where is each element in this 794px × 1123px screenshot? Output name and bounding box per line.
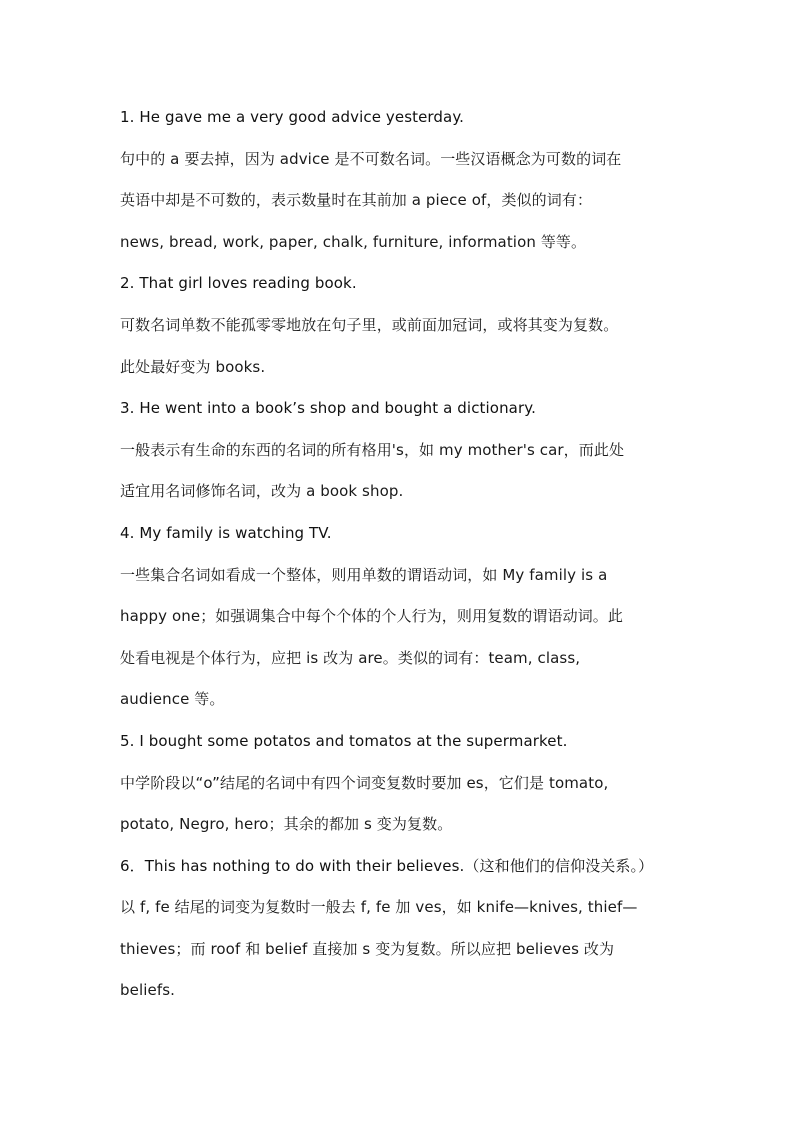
question-3: 3. He went into a book’s shop and bought a dictionary.: [120, 399, 536, 418]
question-6: 6．This has nothing to do with their believes.（这和他们的信仰没关系。）: [120, 856, 654, 875]
explanation-6-line-2: thieves；而 roof 和 belief 直接加 s 变为复数。所以应把 believes 改为: [120, 939, 615, 958]
explanation-3-line-1: 一般表示有生命的东西的名词的所有格用's，如 my mother's car，而此处: [120, 440, 625, 459]
document-body: [120, 97, 680, 1012]
explanation-5-line-2: potato, Negro, hero；其余的都加 s 变为复数。: [120, 815, 453, 834]
question-4: 4. My family is watching TV.: [120, 523, 332, 542]
explanation-1-line-2: 英语中却是不可数的，表示数量时在其前加 a piece of，类似的词有：: [120, 191, 593, 210]
explanation-2-line-2: 此处最好变为 books.: [120, 357, 266, 376]
question-5: 5. I bought some potatos and tomatos at the supermarket.: [120, 731, 568, 750]
explanation-1-line-3: news, bread, work, paper, chalk, furniture, information 等等。: [120, 232, 587, 251]
explanation-4-line-1: 一些集合名词如看成一个整体，则用单数的谓语动词，如 My family is a: [120, 565, 608, 584]
explanation-6-line-1: 以 f, fe 结尾的词变为复数时一般去 f, fe 加 ves，如 knife—knives, thief—: [120, 898, 638, 917]
explanation-5-line-1: 中学阶段以“o”结尾的名词中有四个词变复数时要加 es，它们是 tomato,: [120, 773, 609, 792]
explanation-3-line-2: 适宜用名词修饰名词，改为 a book shop.: [120, 482, 404, 501]
explanation-4-line-2: happy one；如强调集合中每个个体的个人行为，则用复数的谓语动词。此: [120, 607, 624, 626]
question-1: 1. He gave me a very good advice yesterday.: [120, 108, 465, 126]
explanation-4-line-4: audience 等。: [120, 690, 225, 709]
explanation-2-line-1: 可数名词单数不能孤零零地放在句子里，或前面加冠词，或将其变为复数。: [120, 315, 619, 334]
question-2: 2. That girl loves reading book.: [120, 274, 357, 293]
explanation-4-line-3: 处看电视是个体行为，应把 is 改为 are。类似的词有：team, class,: [120, 648, 581, 667]
explanation-6-line-3: beliefs.: [120, 981, 175, 1000]
explanation-1-line-1: 句中的 a 要去掉，因为 advice 是不可数名词。一些汉语概念为可数的词在: [120, 149, 622, 168]
